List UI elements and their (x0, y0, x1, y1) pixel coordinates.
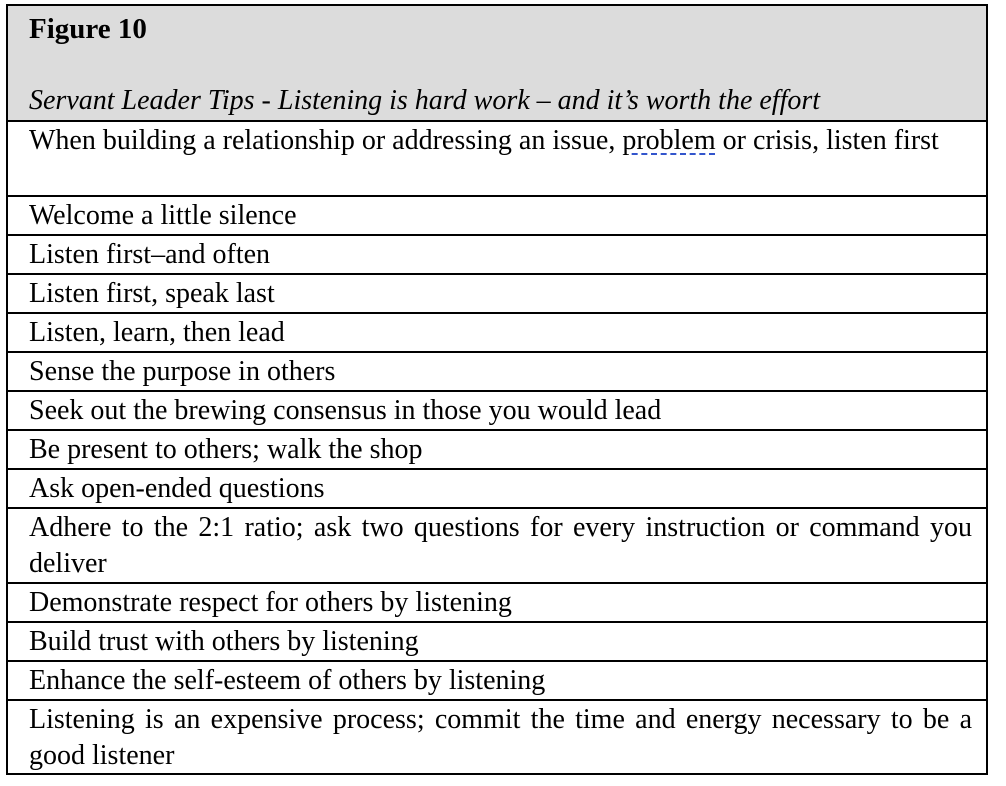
tip-text: Be present to others; walk the shop (29, 434, 423, 465)
tip-text: Enhance the self-esteem of others by listening (29, 665, 546, 696)
tip-text: Listen first, speak last (29, 278, 275, 309)
tip-text: Listen, learn, then lead (29, 317, 285, 348)
figure-header (8, 6, 986, 122)
tip-row (8, 122, 986, 197)
tip-row (8, 275, 986, 314)
tip-row (8, 701, 986, 773)
tip-text: Welcome a little silence (29, 200, 297, 231)
tip-text: or crisis, listen first (715, 125, 939, 156)
tip-row (8, 662, 986, 701)
tip-row (8, 197, 986, 236)
tip-text: When building a relationship or addressing an issue, (29, 125, 623, 156)
spellcheck-flagged-word[interactable]: problem (622, 125, 716, 156)
figure-caption: Servant Leader Tips - Listening is hard work – and it’s worth the effort (29, 85, 821, 116)
tip-row (8, 623, 986, 662)
tip-text: Seek out the brewing consensus in those you would lead (29, 395, 662, 426)
tip-text: Sense the purpose in others (29, 356, 336, 387)
figure-table (6, 4, 988, 775)
tip-text: Listen first–and often (29, 239, 271, 270)
tip-text: Demonstrate respect for others by listening (29, 587, 512, 618)
tip-row (8, 353, 986, 392)
tip-text: Adhere to the 2:1 ratio; ask two questions for every instruction or command you deliver (29, 512, 972, 579)
tip-row (8, 509, 986, 584)
tip-row (8, 584, 986, 623)
tips-list (8, 122, 986, 773)
tip-text: Listening is an expensive process; commit the time and energy necessary to be a good listener (29, 704, 972, 771)
tip-text: Build trust with others by listening (29, 626, 419, 657)
tip-row (8, 431, 986, 470)
tip-row (8, 314, 986, 353)
tip-row (8, 236, 986, 275)
tip-text: Ask open-ended questions (29, 473, 325, 504)
tip-row (8, 392, 986, 431)
figure-label: Figure 10 (29, 13, 147, 45)
tip-row (8, 470, 986, 509)
